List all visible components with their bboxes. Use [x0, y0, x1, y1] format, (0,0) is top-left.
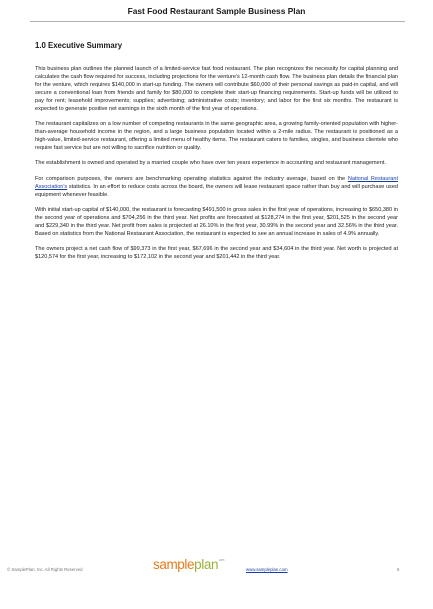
footer-copyright: © SamplePlan, Inc. All Rights Reserved	[7, 567, 83, 572]
paragraph-cash-flow: The owners project a net cash flow of $99,373 in the first year, $67,696 in the second year and $34,604 in the third year. Net worth is projected at $120,574 for the first year, increasing to $172,102 in the second year and $201,442 in the third year.	[35, 245, 398, 260]
logo-dotcom: .com	[218, 558, 225, 562]
paragraph-benchmarking-after: statistics. In an effort to reduce costs across the board, the owners will lease restaurant space rather than buy and will purchase used equipment whenever feasible.	[35, 183, 398, 198]
paragraph-sales-forecast: With initial start-up capital of $140,000, the restaurant is forecasting $491,500 in gross sales in the first year of operations, increasing to $650,380 in the second year of operations and $704,256 in the third year. Net profits are forecasted at $128,274 in the first year, $201,525 in the second year and $229,340 in the third year. Net profit from sales is projected at 26.10% in the first year, 30.99% in the second year and 32.56% in the third year. Based on statistics from the National Restaurant Association, the restaurant is expected to see an annual increase in sales of 4.9% annually.	[35, 206, 398, 237]
national-restaurant-association-link[interactable]: National Restaurant Association's	[35, 175, 398, 190]
document-title: Fast Food Restaurant Sample Business Plan	[127, 6, 306, 16]
sampleplan-logo	[153, 557, 225, 572]
paragraph-benchmarking	[35, 175, 398, 199]
paragraph-ownership: The establishment is owned and operated by a married couple who have over ten years experience in accounting and restaurant management.	[35, 160, 386, 167]
page-number: 5	[397, 567, 400, 572]
logo-part-sample: sample	[153, 557, 195, 572]
header-divider	[30, 21, 405, 22]
paragraph-overview: This business plan outlines the planned launch of a limited-service fast food restaurant. The plan recognizes the necessity for capital planning and calculates the cash flow required for success, including projections for the venture's 12-month cash flow. The business plan details the financial plan for the venture, which requires $140,000 in start-up funding. The owners will contribute $60,000 of their personal savings as paid-in capital, and will secure a conventional loan from friends and family for $80,000 to complete their start-up financing requirements. Start-up funds will be utilized to pay for rent; leasehold improvements; supplies; advertising; administrative costs; inventory; and labor for the first six months. The restaurant is expected to generate positive net earnings in the sixth month of the first year of operations.	[35, 66, 398, 113]
logo-part-plan: plan	[194, 557, 219, 572]
paragraph-market: The restaurant capitalizes on a low number of competing restaurants in the same geographic area, a growing family-oriented population with higher-than-average household income in the region, and a large business population located within a 2-mile radius. The restaurant is positioned as a high-value, limited-service restaurant, offering a limited menu of healthy items. The restaurant caters to families, singles, and business clientele who require fast service but are not willing to sacrifice nutrition or quality.	[35, 121, 398, 152]
paragraph-benchmarking-before: For comparison purposes, the owners are benchmarking operating statistics against the industry average, based on the	[35, 175, 348, 182]
body-text	[35, 65, 398, 268]
footer-website-link[interactable]: www.sampleplan.com	[246, 567, 288, 572]
section-heading: 1.0 Executive Summary	[35, 41, 123, 50]
